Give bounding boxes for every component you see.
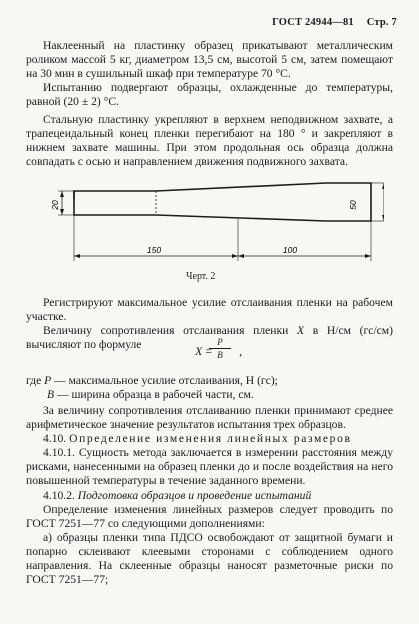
formula-eq: = xyxy=(202,344,216,358)
page-label: Стр. xyxy=(366,17,389,28)
specimen-outline xyxy=(74,183,371,221)
standard-number: ГОСТ 24944—81 xyxy=(272,17,354,28)
paragraph-cooling: Испытанию подвергают образцы, охлажденные до температуры, равной (20 ± 2) °С. xyxy=(26,81,393,109)
paragraph-formula-intro: Величину сопротивления отслаивания пленки X в Н/см (гс/см) вычисляют по формуле xyxy=(26,324,394,352)
page-number: 7 xyxy=(391,17,397,28)
dim-left-label: 20 xyxy=(50,200,60,210)
formula xyxy=(195,337,243,360)
paragraph-additions: Определение изменения линейных размеров следует проводить по ГОСТ 7251—77 со следующими дополнениями: xyxy=(26,502,393,530)
legend-b: B — ширина образца в рабочей части, см. xyxy=(47,388,254,402)
paragraph-record: Регистрируют максимальное усилие отслаивания пленки на рабочем участке. xyxy=(26,296,393,324)
figure-caption: Черт. 2 xyxy=(186,271,216,282)
formula-denominator: B xyxy=(217,350,223,360)
paragraph-mounting: Стальную пластинку укрепляют в верхнем неподвижном захвате, а трапецеидальный конец пленки перегибают на 180 ° и закрепляют в нижнем захвате машины. При этом продольная ось образца должна совпадать с осью и направлением движения подвижного захвата. xyxy=(26,113,393,169)
text-block-top xyxy=(26,39,393,109)
legend-p: где P — максимальное усилие отслаивания, Н (гс); xyxy=(26,374,278,387)
specimen-drawing xyxy=(44,179,384,267)
paragraph-rolling: Наклеенный на пластинку образец прикатывают металлическим роликом массой 5 кг, диаметром 13,5 см, высотой 5 см, затем помещают на 30 мин в сушильный шкаф при температуре 70 °С. xyxy=(26,39,393,81)
formula-tail: , xyxy=(239,344,243,358)
paragraph-average: За величину сопротивления отслаиванию пленки принимают среднее арифметическое значение результатов испытания трех образцов. xyxy=(26,404,393,432)
dim-length-2-label: 100 xyxy=(282,245,298,255)
text-block-bottom xyxy=(26,404,393,587)
page-header xyxy=(272,17,397,28)
paragraph-4-10-1: 4.10.1. Сущность метода заключается в измерении расстояния между рисками, нанесенными на образец пленки до и после воздействия на него повышенной температуры в течение заданного времени. xyxy=(26,446,393,488)
formula-fraction xyxy=(209,337,231,360)
legend-block xyxy=(26,374,393,402)
dim-length-1-label: 150 xyxy=(146,245,162,255)
text-block-mounting xyxy=(26,113,393,169)
dim-right-label: 50 xyxy=(348,200,358,210)
paragraph-item-a: а) образцы пленки типа ПДСО освобождают от защитной бумаги и попарно склеивают клеевыми сторонами с соблюдением одного направления. На склеенные образцы наносят разметочные риски по ГОСТ 7251—77; xyxy=(26,530,393,587)
formula-lhs: X xyxy=(195,344,203,358)
formula-numerator: P xyxy=(217,337,223,347)
heading-4-10: 4.10. Определение изменения линейных размеров xyxy=(43,432,352,446)
heading-4-10-2: 4.10.2. Подготовка образцов и проведение испытаний xyxy=(43,488,312,502)
